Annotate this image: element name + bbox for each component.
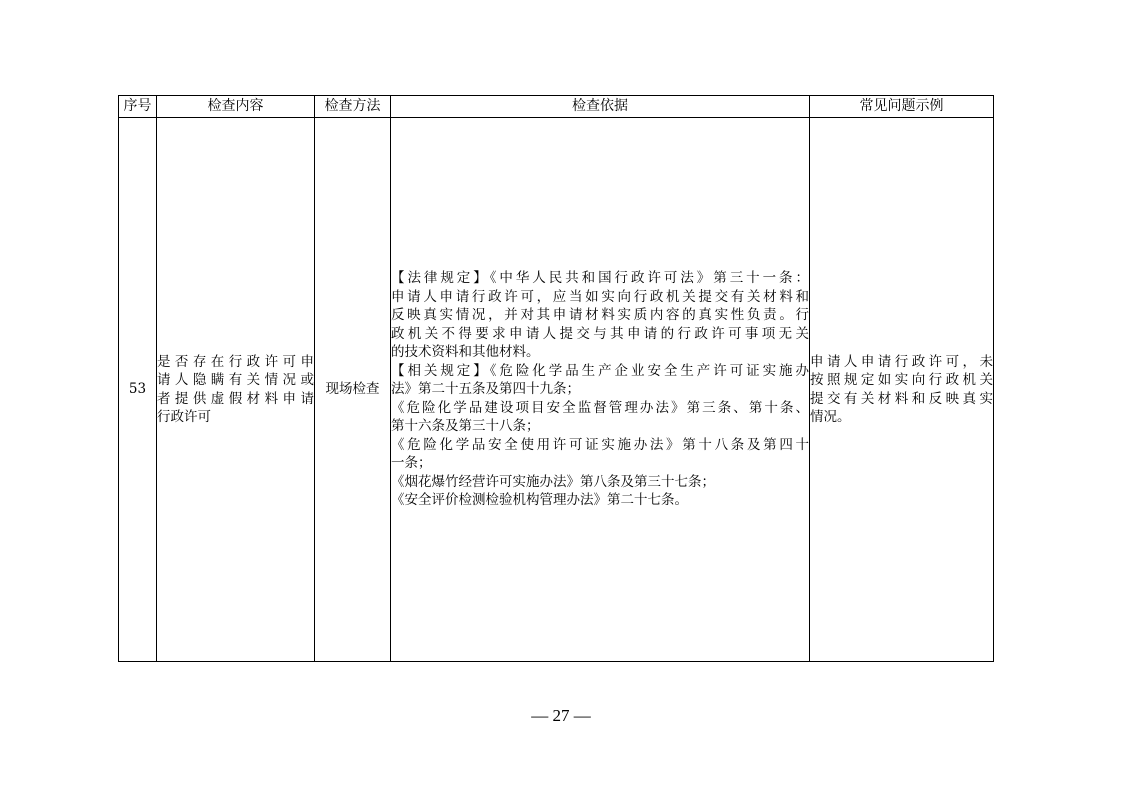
basis-line: 《烟花爆竹经营许可实施办法》第八条及第三十七条；	[391, 473, 715, 490]
inspection-table	[118, 95, 994, 662]
page-number: — 27 —	[531, 706, 591, 725]
basis-line: 申请人申请行政许可，应当如实向行政机关提交有关材料和	[391, 288, 809, 305]
header-inspection-method: 检查方法	[315, 96, 391, 118]
table-header-row	[119, 96, 994, 118]
basis-line: 反映真实情况，并对其申请材料实质内容的真实性负责。行	[391, 307, 809, 324]
basis-line: 的技术资料和其他材料。	[391, 344, 540, 361]
header-inspection-basis: 检查依据	[391, 96, 810, 118]
problem-line: 提交有关材料和反映真实	[810, 390, 993, 407]
basis-line: 一条；	[391, 455, 432, 472]
common-problems-cell	[810, 118, 994, 662]
header-inspection-content: 检查内容	[157, 96, 315, 118]
problem-line: 按照规定如实向行政机关	[810, 372, 993, 388]
basis-line: 《安全评价检测检验机构管理办法》第二十七条。	[391, 492, 688, 509]
problem-line: 情况。	[810, 409, 851, 425]
inspection-content-cell	[157, 118, 315, 662]
content-line: 者提供虚假材料申请	[157, 390, 314, 407]
content-line: 是否存在行政许可申	[157, 353, 314, 370]
basis-line: 【法律规定】《中华人民共和国行政许可法》第三十一条：	[391, 270, 809, 287]
content-line: 行政许可	[157, 409, 211, 425]
inspection-basis-cell	[391, 118, 810, 662]
problem-line: 申请人申请行政许可，未	[810, 353, 993, 370]
header-common-problems: 常见问题示例	[810, 96, 994, 118]
basis-line: 《危险化学品建设项目安全监督管理办法》第三条、第十条、	[391, 399, 809, 416]
basis-line: 《危险化学品安全使用许可证实施办法》第十八条及第四十	[391, 436, 809, 453]
header-serial-number: 序号	[119, 96, 157, 118]
content-line: 请人隐瞒有关情况或	[157, 372, 314, 388]
basis-line: 第十六条及第三十八条；	[391, 418, 540, 435]
basis-line: 政机关不得要求申请人提交与其申请的行政许可事项无关	[391, 325, 809, 342]
inspection-method-cell: 现场检查	[315, 118, 391, 662]
table-row	[119, 118, 994, 662]
serial-number-cell: 53	[119, 118, 157, 662]
basis-line: 法》第二十五条及第四十九条；	[391, 381, 580, 398]
basis-line: 【相关规定】《危险化学品生产企业安全生产许可证实施办	[391, 362, 809, 379]
